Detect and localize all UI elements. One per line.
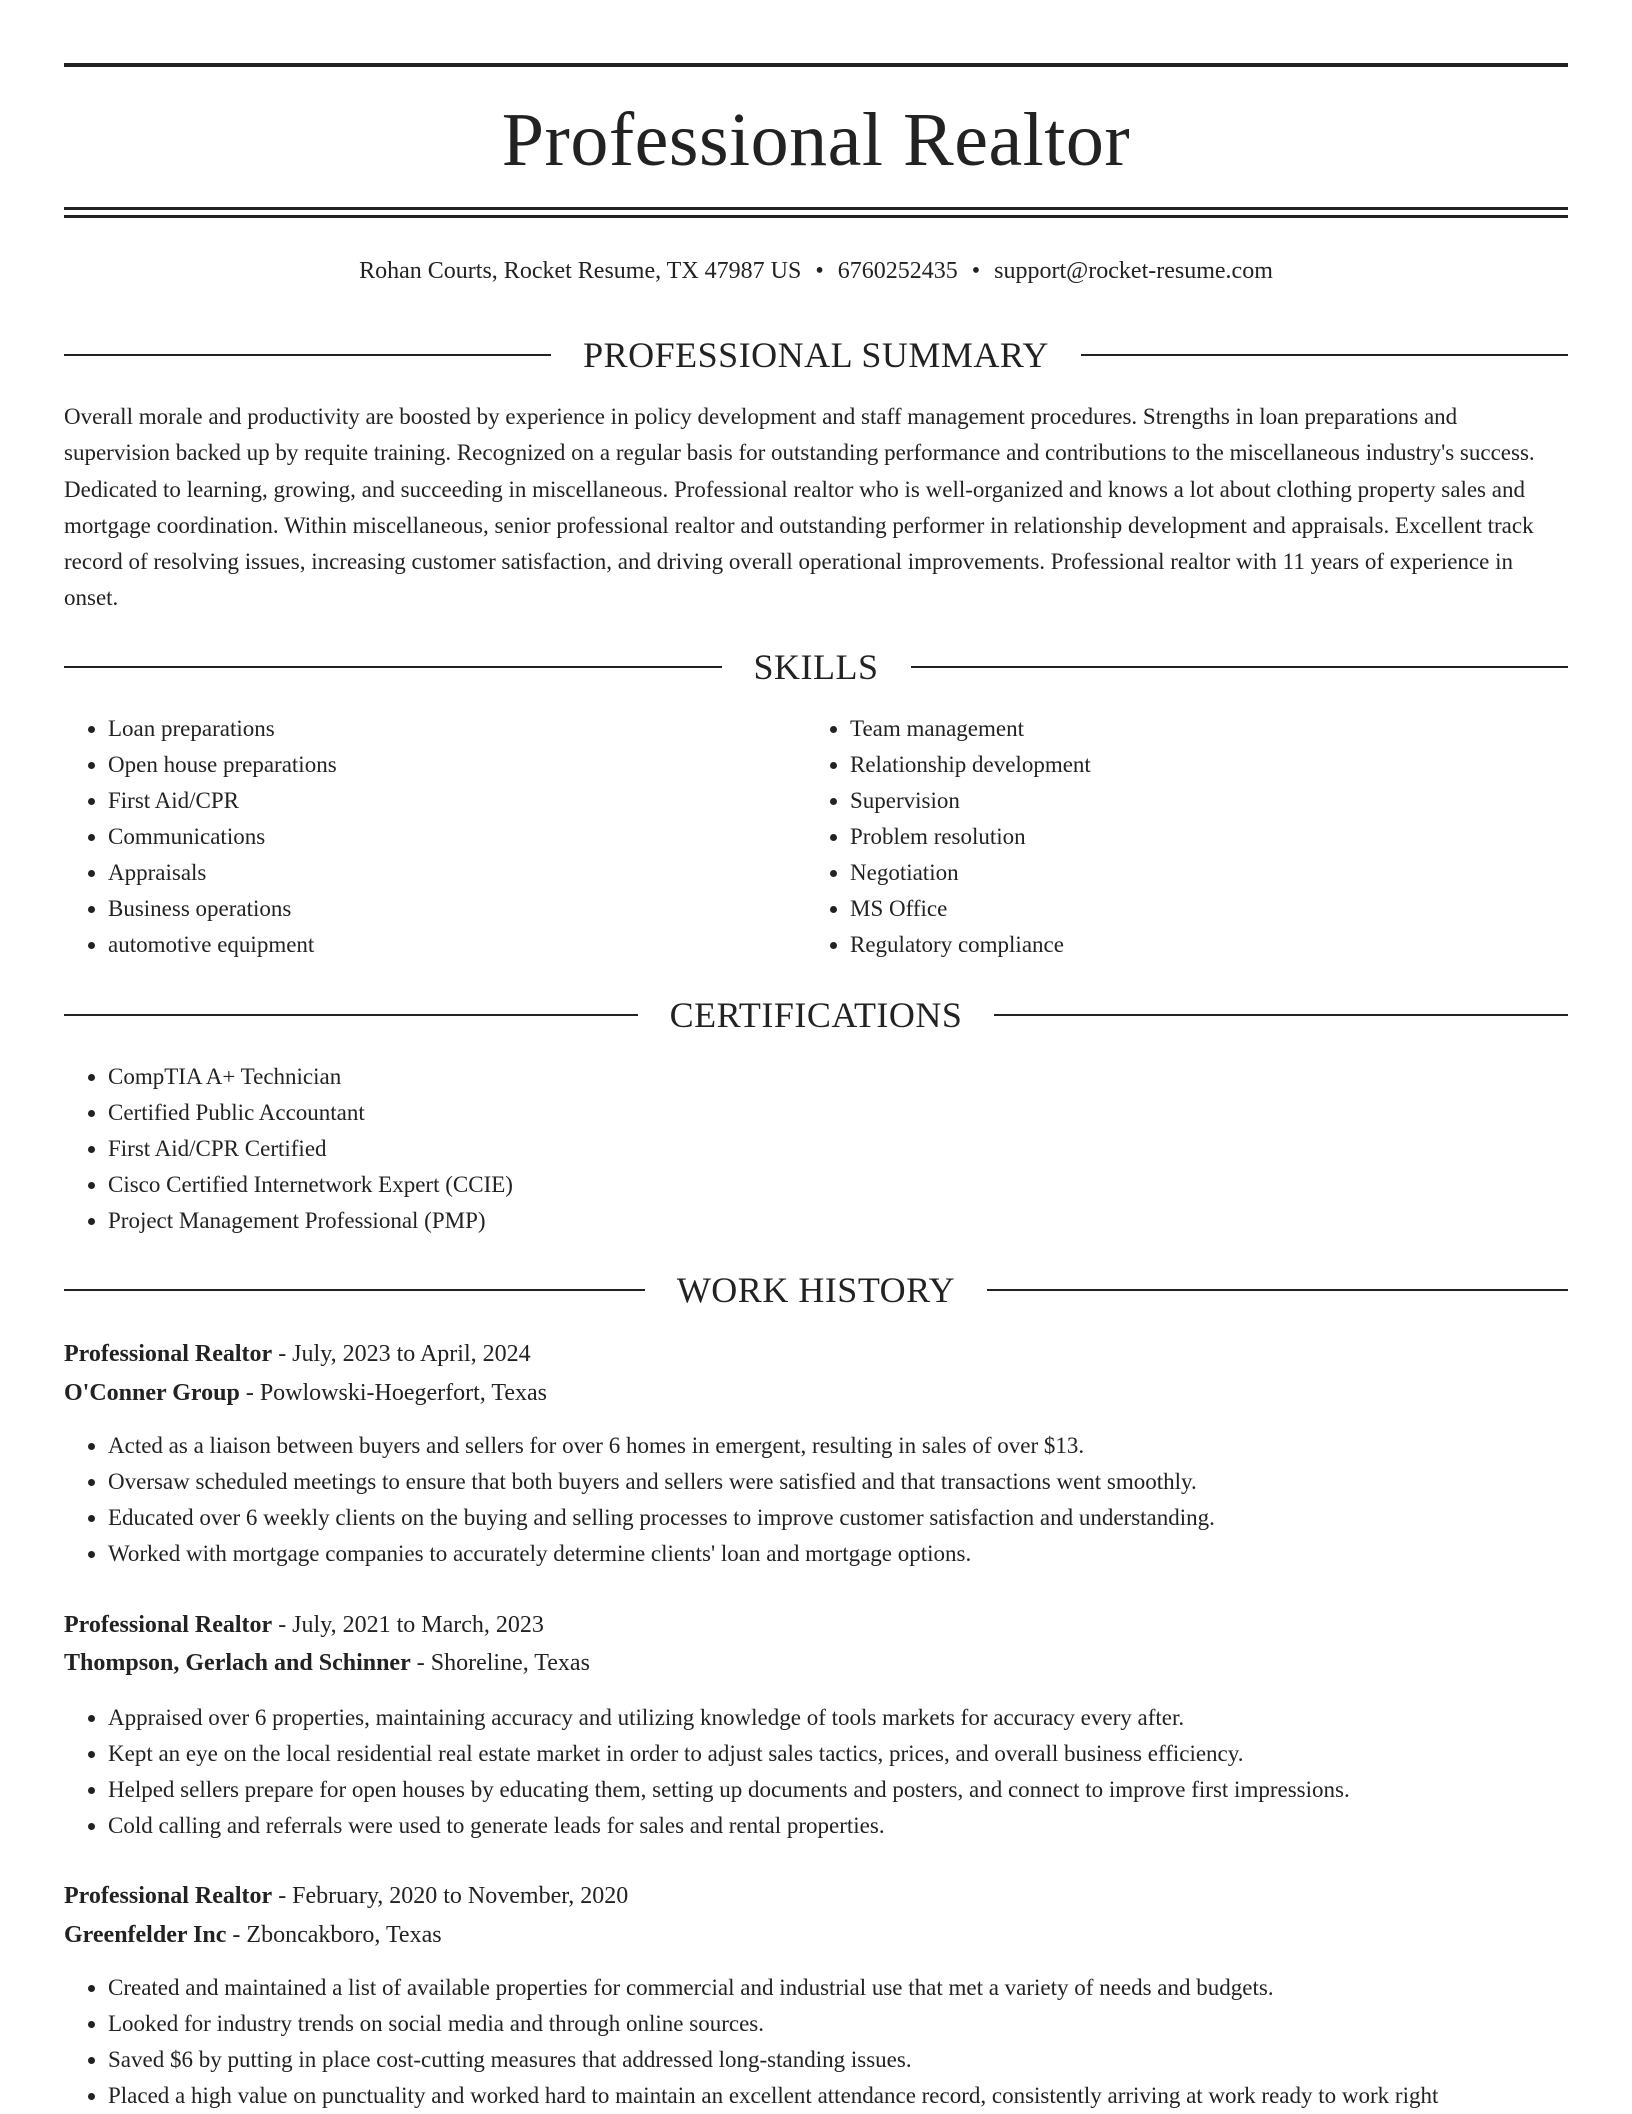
summary-text: Overall morale and productivity are boosted by experience in policy development and staff management procedures. Strengths in loan preparations and supervision backed up by requite training. Recognized on a regular basis for outstanding performance and contributions to the miscellaneous industry's success. Dedicated to learning, growing, and succeeding in miscellaneous. Professional realtor who is well-organized and knows a lot about clothing property sales and mortgage coordination. Within miscellaneous, senior professional realtor and outstanding performer in relationship development and appraisals. Excellent track record of resolving issues, increasing customer satisfaction, and driving overall operational improvements. Professional realtor with 11 years of experience in onset. <box>64 404 1535 611</box>
skill-item: • Open house preparations <box>108 747 808 783</box>
skills-list-right <box>806 711 1550 963</box>
summary-heading-text: PROFESSIONAL SUMMARY <box>583 335 1049 375</box>
heading-rule <box>1081 354 1568 356</box>
job-dates: - February, 2020 to November, 2020 <box>272 1883 629 1909</box>
job-bullet: • Cold calling and referrals were used to generate leads for sales and rental properties. <box>108 1808 1568 1844</box>
contact-email: support@rocket-resume.com <box>994 258 1273 284</box>
skill-item: • Regulatory compliance <box>850 927 1550 963</box>
job-title: Professional Realtor <box>64 1883 273 1909</box>
job-location: - Zboncakboro, Texas <box>226 1922 442 1948</box>
contact-separator: • <box>815 258 824 284</box>
job-bullet: • Worked with mortgage companies to accurately determine clients' loan and mortgage options. <box>108 1536 1568 1572</box>
job-title: Professional Realtor <box>64 1341 273 1367</box>
job-bullet: • Placed a high value on punctuality and worked hard to maintain an excellent attendance record, consistently arriving at work ready to work right <box>108 2078 1568 2114</box>
job-bullet: • Educated over 6 weekly clients on the buying and selling processes to improve customer satisfaction and understanding. <box>108 1500 1568 1536</box>
contact-phone: 6760252435 <box>837 258 958 284</box>
job-bullets <box>64 1428 1568 1572</box>
heading-rule <box>911 666 1569 668</box>
resume-name: Professional Realtor <box>501 98 1131 182</box>
contact-address: Rohan Courts, Rocket Resume, TX 47987 US <box>359 258 802 284</box>
job-location: - Powlowski-Hoegerfort, Texas <box>239 1380 547 1406</box>
certification-item: • Project Management Professional (PMP) <box>108 1203 1508 1239</box>
job-bullets <box>64 1700 1568 1844</box>
skill-item: • Supervision <box>850 783 1550 819</box>
job-bullet: • Acted as a liaison between buyers and sellers for over 6 homes in emergent, resulting in sales of over $13. <box>108 1428 1568 1464</box>
job-company-line <box>64 1918 1568 1952</box>
job-dates: - July, 2023 to April, 2024 <box>272 1341 531 1367</box>
job-title: Professional Realtor <box>64 1612 273 1638</box>
top-rule <box>64 63 1568 67</box>
heading-rule <box>987 1289 1568 1291</box>
skill-item: • Problem resolution <box>850 819 1550 855</box>
job-bullet: • Kept an eye on the local residential real estate market in order to adjust sales tactics, prices, and overall business efficiency. <box>108 1736 1568 1772</box>
skill-item: • Appraisals <box>108 855 808 891</box>
heading-rule <box>64 666 722 668</box>
job-bullet: • Helped sellers prepare for open houses by educating them, setting up documents and posters, and connect to improve first impressions. <box>108 1772 1568 1808</box>
job-bullet: • Appraised over 6 properties, maintaining accuracy and utilizing knowledge of tools markets for accuracy every after. <box>108 1700 1568 1736</box>
header-rule-upper <box>64 207 1568 210</box>
skill-item: • Communications <box>108 819 808 855</box>
skill-item: • Loan preparations <box>108 711 808 747</box>
skill-item: • Team management <box>850 711 1550 747</box>
certifications-heading <box>64 993 1568 1037</box>
job-location: - Shoreline, Texas <box>410 1650 590 1676</box>
certification-item: • Cisco Certified Internetwork Expert (CCIE) <box>108 1167 1508 1203</box>
contact-line <box>64 254 1568 288</box>
job-bullet: • Created and maintained a list of available properties for commercial and industrial use that met a variety of needs and budgets. <box>108 1970 1568 2006</box>
job-bullet: • Oversaw scheduled meetings to ensure that both buyers and sellers were satisfied and that transactions went smoothly. <box>108 1464 1568 1500</box>
skill-item: • Relationship development <box>850 747 1550 783</box>
heading-rule <box>64 1014 638 1016</box>
job-bullet: • Looked for industry trends on social media and through online sources. <box>108 2006 1568 2042</box>
work-history-heading-text: WORK HISTORY <box>676 1270 956 1310</box>
job-bullets <box>64 1970 1568 2114</box>
certification-item: • Certified Public Accountant <box>108 1095 1508 1131</box>
skill-item: • Business operations <box>108 891 808 927</box>
skills-heading <box>64 645 1568 689</box>
skill-item: • First Aid/CPR <box>108 783 808 819</box>
job-company-line <box>64 1646 1568 1680</box>
heading-rule <box>64 354 551 356</box>
job-title-line <box>64 1879 1568 1913</box>
skills-heading-text: SKILLS <box>753 647 879 687</box>
contact-separator: • <box>971 258 981 284</box>
job-title-line <box>64 1608 1568 1642</box>
certification-item: • CompTIA A+ Technician <box>108 1059 1508 1095</box>
header-rule-lower <box>64 215 1568 218</box>
summary-heading <box>64 333 1568 377</box>
job-company: Thompson, Gerlach and Schinner <box>64 1650 411 1676</box>
skill-item: • MS Office <box>850 891 1550 927</box>
skill-item: • Negotiation <box>850 855 1550 891</box>
heading-rule <box>64 1289 645 1291</box>
job-dates: - July, 2021 to March, 2023 <box>272 1612 544 1638</box>
skills-list-left <box>64 711 808 963</box>
certification-item: • First Aid/CPR Certified <box>108 1131 1508 1167</box>
job-company: O'Conner Group <box>64 1380 240 1406</box>
certifications-heading-text: CERTIFICATIONS <box>669 995 963 1035</box>
job-bullet: • Saved $6 by putting in place cost-cutting measures that addressed long-standing issues. <box>108 2042 1568 2078</box>
job-company-line <box>64 1376 1568 1410</box>
skill-item: • automotive equipment <box>108 927 808 963</box>
heading-rule <box>994 1014 1568 1016</box>
work-history-heading <box>64 1268 1568 1312</box>
job-title-line <box>64 1337 1568 1371</box>
job-company: Greenfelder Inc <box>64 1922 227 1948</box>
certifications-list <box>64 1059 1508 1239</box>
